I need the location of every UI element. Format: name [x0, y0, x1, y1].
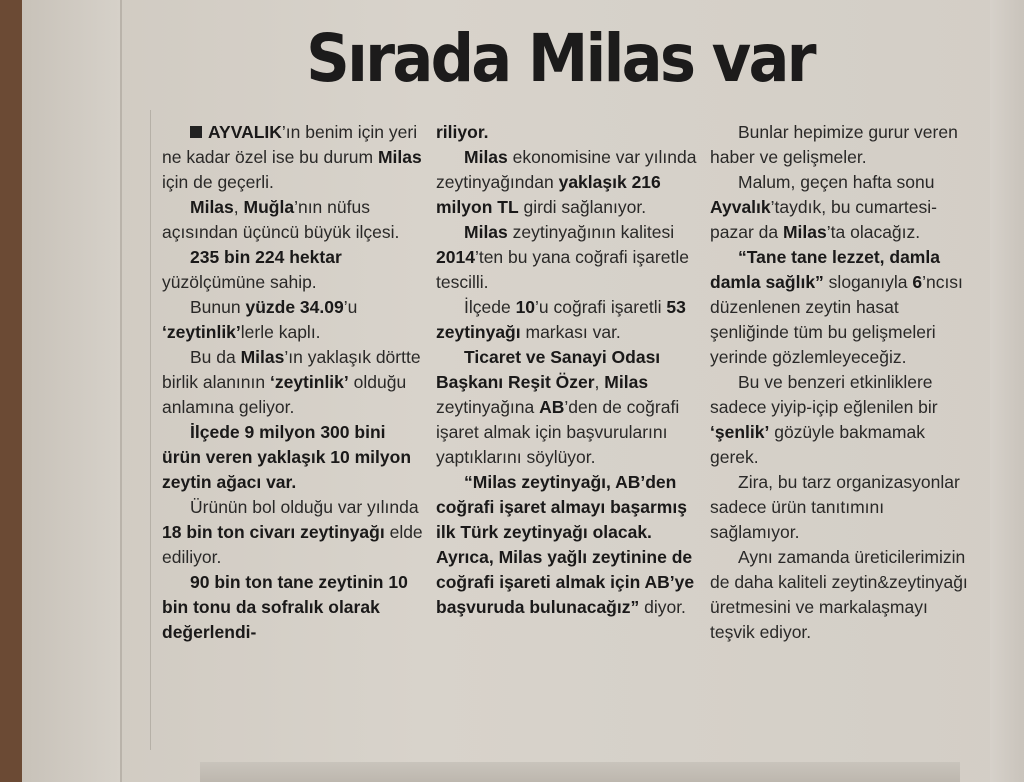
bold-text: Milas [464, 222, 508, 242]
text: Malum, geçen hafta sonu [738, 172, 935, 192]
text: Bunlar hepimize gurur veren haber ve gelişmeler. [710, 122, 958, 167]
text: ’den de coğrafi işaret almak için başvurularını yaptıklarını söylüyor. [436, 397, 680, 467]
bold-text: Ayvalık [710, 197, 771, 217]
article-column-3 [710, 120, 972, 645]
paragraph [436, 345, 698, 470]
bold-text: Milas [464, 147, 508, 167]
bold-text: AB [539, 397, 565, 417]
bold-text: AYVALIK [208, 122, 282, 142]
bold-text: “Tane tane lezzet, damla damla sağlık” [710, 247, 940, 292]
text: İlçede [464, 297, 516, 317]
paragraph [162, 245, 424, 295]
text: ’ın benim için yeri ne kadar özel ise bu durum [162, 122, 418, 167]
paragraph [710, 545, 972, 645]
bold-text: 6 [912, 272, 923, 292]
text: elde ediliyor. [162, 522, 423, 567]
paragraph [436, 220, 698, 295]
bold-text: 18 bin ton civarı zeytinyağı [162, 522, 385, 542]
paragraph [162, 295, 424, 345]
bold-text: 2014 [436, 247, 475, 267]
article-column-1 [162, 120, 424, 645]
page-margin-strip [22, 0, 122, 782]
bold-text: Milas [190, 197, 234, 217]
text: gözüyle bakmamak gerek. [710, 422, 925, 467]
bold-text: yüzde 34.09 [245, 297, 344, 317]
bold-text: Milas [604, 372, 649, 392]
text: ekonomisine var yılında zeytinyağından [436, 147, 697, 192]
next-headline-bleed [200, 762, 960, 782]
text: lerle kaplı. [240, 322, 321, 342]
text: Zira, bu tarz organizasyonlar sadece ürün tanıtımını sağlamıyor. [710, 472, 960, 542]
text: Bu da [190, 347, 241, 367]
text: ’u [343, 297, 358, 317]
text: , [594, 372, 605, 392]
bold-text: 10 [515, 297, 536, 317]
bold-text: Muğla [243, 197, 295, 217]
text: ’ta olacağız. [826, 222, 921, 242]
paragraph [162, 570, 424, 645]
text: olduğu anlamına geliyor. [162, 372, 407, 417]
bold-text: ‘zeytinlik’ [162, 322, 241, 342]
text: ’ten bu yana coğrafi işaretle tescilli. [436, 247, 689, 292]
text: ’ncısı düzenlenen zeytin hasat şenliğinde tüm bu gelişmeleri yerinde gözlemleyeceğiz. [710, 272, 963, 367]
paragraph [710, 370, 972, 470]
bold-text: Milas [240, 347, 285, 367]
text: Ürünün bol olduğu var yılında [190, 497, 419, 517]
bold-text: yaklaşık 216 milyon TL [436, 172, 661, 217]
paragraph [710, 170, 972, 245]
text: ’taydık, bu cumartesi-pazar da [710, 197, 937, 242]
paragraph [162, 120, 424, 195]
text: zeytinyağına [436, 397, 540, 417]
paragraph [162, 495, 424, 570]
article-headline: Sırada Milas var [306, 20, 814, 97]
text: diyor. [639, 597, 686, 617]
bold-text: “Milas zeytinyağı, AB’den coğrafi işaret almayı başarmış ilk Türk zeytinyağı olacak. Ayrıca, Milas yağlı zeytinine de coğrafi işareti almak için AB’ye başvuruda bulunacağız” [436, 472, 695, 617]
bold-text: Milas [377, 147, 422, 167]
text: markası var. [520, 322, 621, 342]
bold-text: 90 bin ton tane zeytinin 10 bin tonu da sofralık olarak değerlendi- [162, 572, 408, 642]
paragraph [436, 120, 698, 145]
text: zeytinyağının kalitesi [507, 222, 675, 242]
bold-text: 53 zeytinyağı [436, 297, 686, 342]
bold-text: İlçede 9 milyon 300 bini ürün veren yaklaşık 10 milyon zeytin ağacı var. [162, 422, 412, 492]
paragraph [162, 195, 424, 245]
article-column-2 [436, 120, 698, 620]
page-right-edge [990, 0, 1024, 782]
paragraph [436, 295, 698, 345]
paragraph [436, 470, 698, 620]
column-rule [150, 110, 151, 750]
text: Bunun [190, 297, 246, 317]
text: ’ın yaklaşık dörtte birlik alanının [162, 347, 421, 392]
bold-text: ‘şenlik’ [710, 422, 770, 442]
bold-text: Milas [782, 222, 827, 242]
bullet-square-icon [190, 126, 202, 138]
text: Aynı zamanda üreticilerimizin de daha kaliteli zeytin&zeytinyağı üretmesini ve markalaşmayı teşvik ediyor. [710, 547, 968, 642]
paragraph [162, 345, 424, 420]
paragraph [710, 245, 972, 370]
text: sloganıyla [823, 272, 913, 292]
bold-text: 235 bin 224 hektar [190, 247, 342, 267]
text: ’u coğrafi işaretli [535, 297, 667, 317]
paragraph [436, 145, 698, 220]
bold-text: riliyor. [436, 122, 489, 142]
paragraph [162, 420, 424, 495]
text: , [233, 197, 244, 217]
text: yüzölçümüne sahip. [162, 272, 317, 292]
bold-text: ‘zeytinlik’ [269, 372, 349, 392]
text: için de geçerli. [162, 172, 274, 192]
text: ’nın nüfus açısından üçüncü büyük ilçesi. [162, 197, 400, 242]
paragraph [710, 120, 972, 170]
text: Bu ve benzeri etkinliklere sadece yiyip-içip eğlenilen bir [710, 372, 938, 417]
paragraph [710, 470, 972, 545]
text: girdi sağlanıyor. [518, 197, 647, 217]
bold-text: Ticaret ve Sanayi Odası Başkanı Reşit Özer [436, 347, 661, 392]
